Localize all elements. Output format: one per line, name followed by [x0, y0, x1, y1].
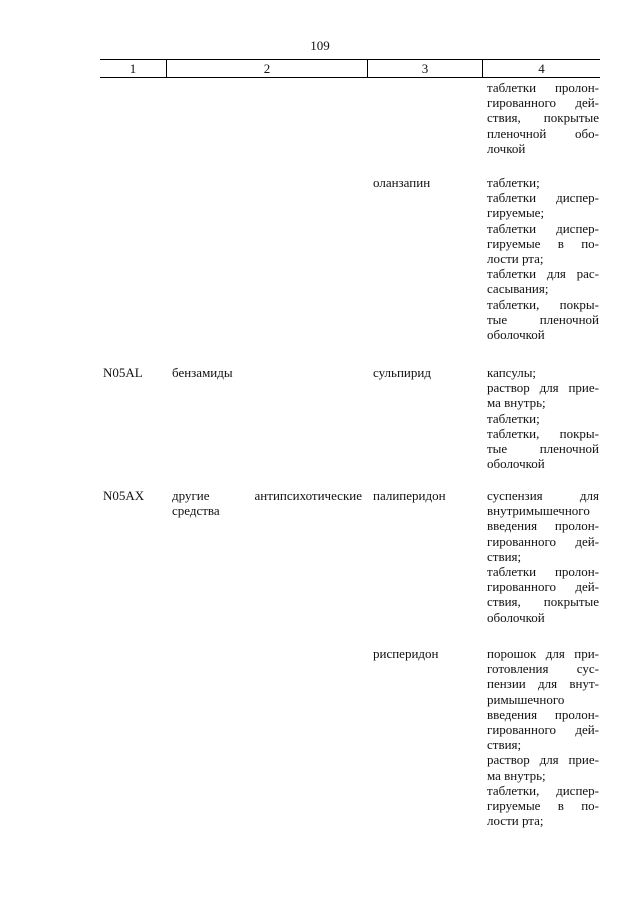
cell-line: гированного дей-: [487, 533, 599, 549]
cell-line: тые пленочной: [487, 441, 599, 457]
cell-line: ма внутрь;: [487, 767, 546, 783]
cell-line: таблетки диспер-: [487, 220, 599, 236]
cell-line: таблетки, диспер-: [487, 782, 599, 798]
cell-line: таблетки пролон-: [487, 80, 599, 95]
page-number: 109: [310, 38, 330, 53]
cell-line: раствор для прие-: [487, 752, 599, 768]
cell-line: ма внутрь;: [487, 395, 546, 411]
cell-line: сасывания;: [487, 281, 549, 297]
column-header-3: 3: [421, 61, 429, 76]
cell-line: гированного дей-: [487, 722, 599, 738]
cell-line: таблетки;: [487, 175, 540, 190]
atc-code-cell: N05AX: [103, 488, 145, 503]
cell-line: другие антипсихотические: [172, 488, 362, 503]
cell-line: ствия, покрытые: [487, 110, 599, 126]
cell-line: тые пленочной: [487, 311, 599, 327]
cell-line: таблетки, покры-: [487, 425, 599, 441]
cell-line: таблетки;: [487, 410, 540, 426]
column-header-1: 1: [129, 61, 137, 76]
cell-line: средства: [172, 503, 220, 519]
column-header-2: 2: [263, 61, 271, 76]
cell-line: таблетки для рас-: [487, 266, 599, 282]
cell-line: оболочкой: [487, 327, 545, 343]
cell-line: суспензия для: [487, 488, 599, 503]
cell-line: порошок для при-: [487, 646, 599, 661]
atc-code-cell: N05AL: [103, 365, 143, 380]
cell-line: ствия;: [487, 548, 522, 564]
drug-name-cell: оланзапин: [373, 175, 431, 190]
cell-line: гируемые;: [487, 205, 545, 221]
cell-line: гированного дей-: [487, 95, 599, 111]
dosage-forms-cell: [487, 365, 599, 471]
cell-line: введения пролон-: [487, 706, 599, 722]
cell-line: введения пролон-: [487, 518, 599, 534]
cell-line: готовления сус-: [487, 661, 599, 677]
dosage-forms-cell: [487, 175, 599, 342]
drug-name-cell: палиперидон: [373, 488, 446, 503]
drug-name-cell: сульпирид: [373, 365, 431, 380]
table-header: [100, 59, 600, 78]
dosage-forms-cell: [487, 80, 599, 156]
cell-line: таблетки диспер-: [487, 190, 599, 206]
cell-line: ствия;: [487, 737, 522, 753]
group-name-cell: [172, 488, 362, 518]
dosage-forms-cell: [487, 646, 599, 828]
cell-line: ствия, покрытые: [487, 594, 599, 610]
dosage-forms-cell: [487, 488, 599, 625]
cell-line: пленочной обо-: [487, 125, 599, 141]
cell-line: лочкой: [487, 140, 526, 156]
cell-line: оболочкой: [487, 456, 545, 472]
cell-line: оболочкой: [487, 609, 545, 625]
cell-line: пензии для внут-: [487, 676, 599, 692]
group-name-cell: [172, 365, 362, 380]
cell-line: раствор для прие-: [487, 380, 599, 396]
cell-line: гируемые в по-: [487, 798, 599, 814]
cell-line: римышечного: [487, 691, 565, 707]
cell-line: таблетки пролон-: [487, 564, 599, 580]
cell-line: внутримышечного: [487, 503, 590, 519]
cell-line: капсулы;: [487, 365, 537, 380]
cell-line: таблетки, покры-: [487, 296, 599, 312]
column-header-4: 4: [538, 61, 545, 76]
cell-line: бензамиды: [172, 365, 233, 380]
cell-line: гируемые в по-: [487, 235, 599, 251]
drug-name-cell: рисперидон: [373, 646, 439, 661]
cell-line: лости рта;: [487, 813, 544, 829]
cell-line: лости рта;: [487, 251, 544, 267]
cell-line: гированного дей-: [487, 579, 599, 595]
